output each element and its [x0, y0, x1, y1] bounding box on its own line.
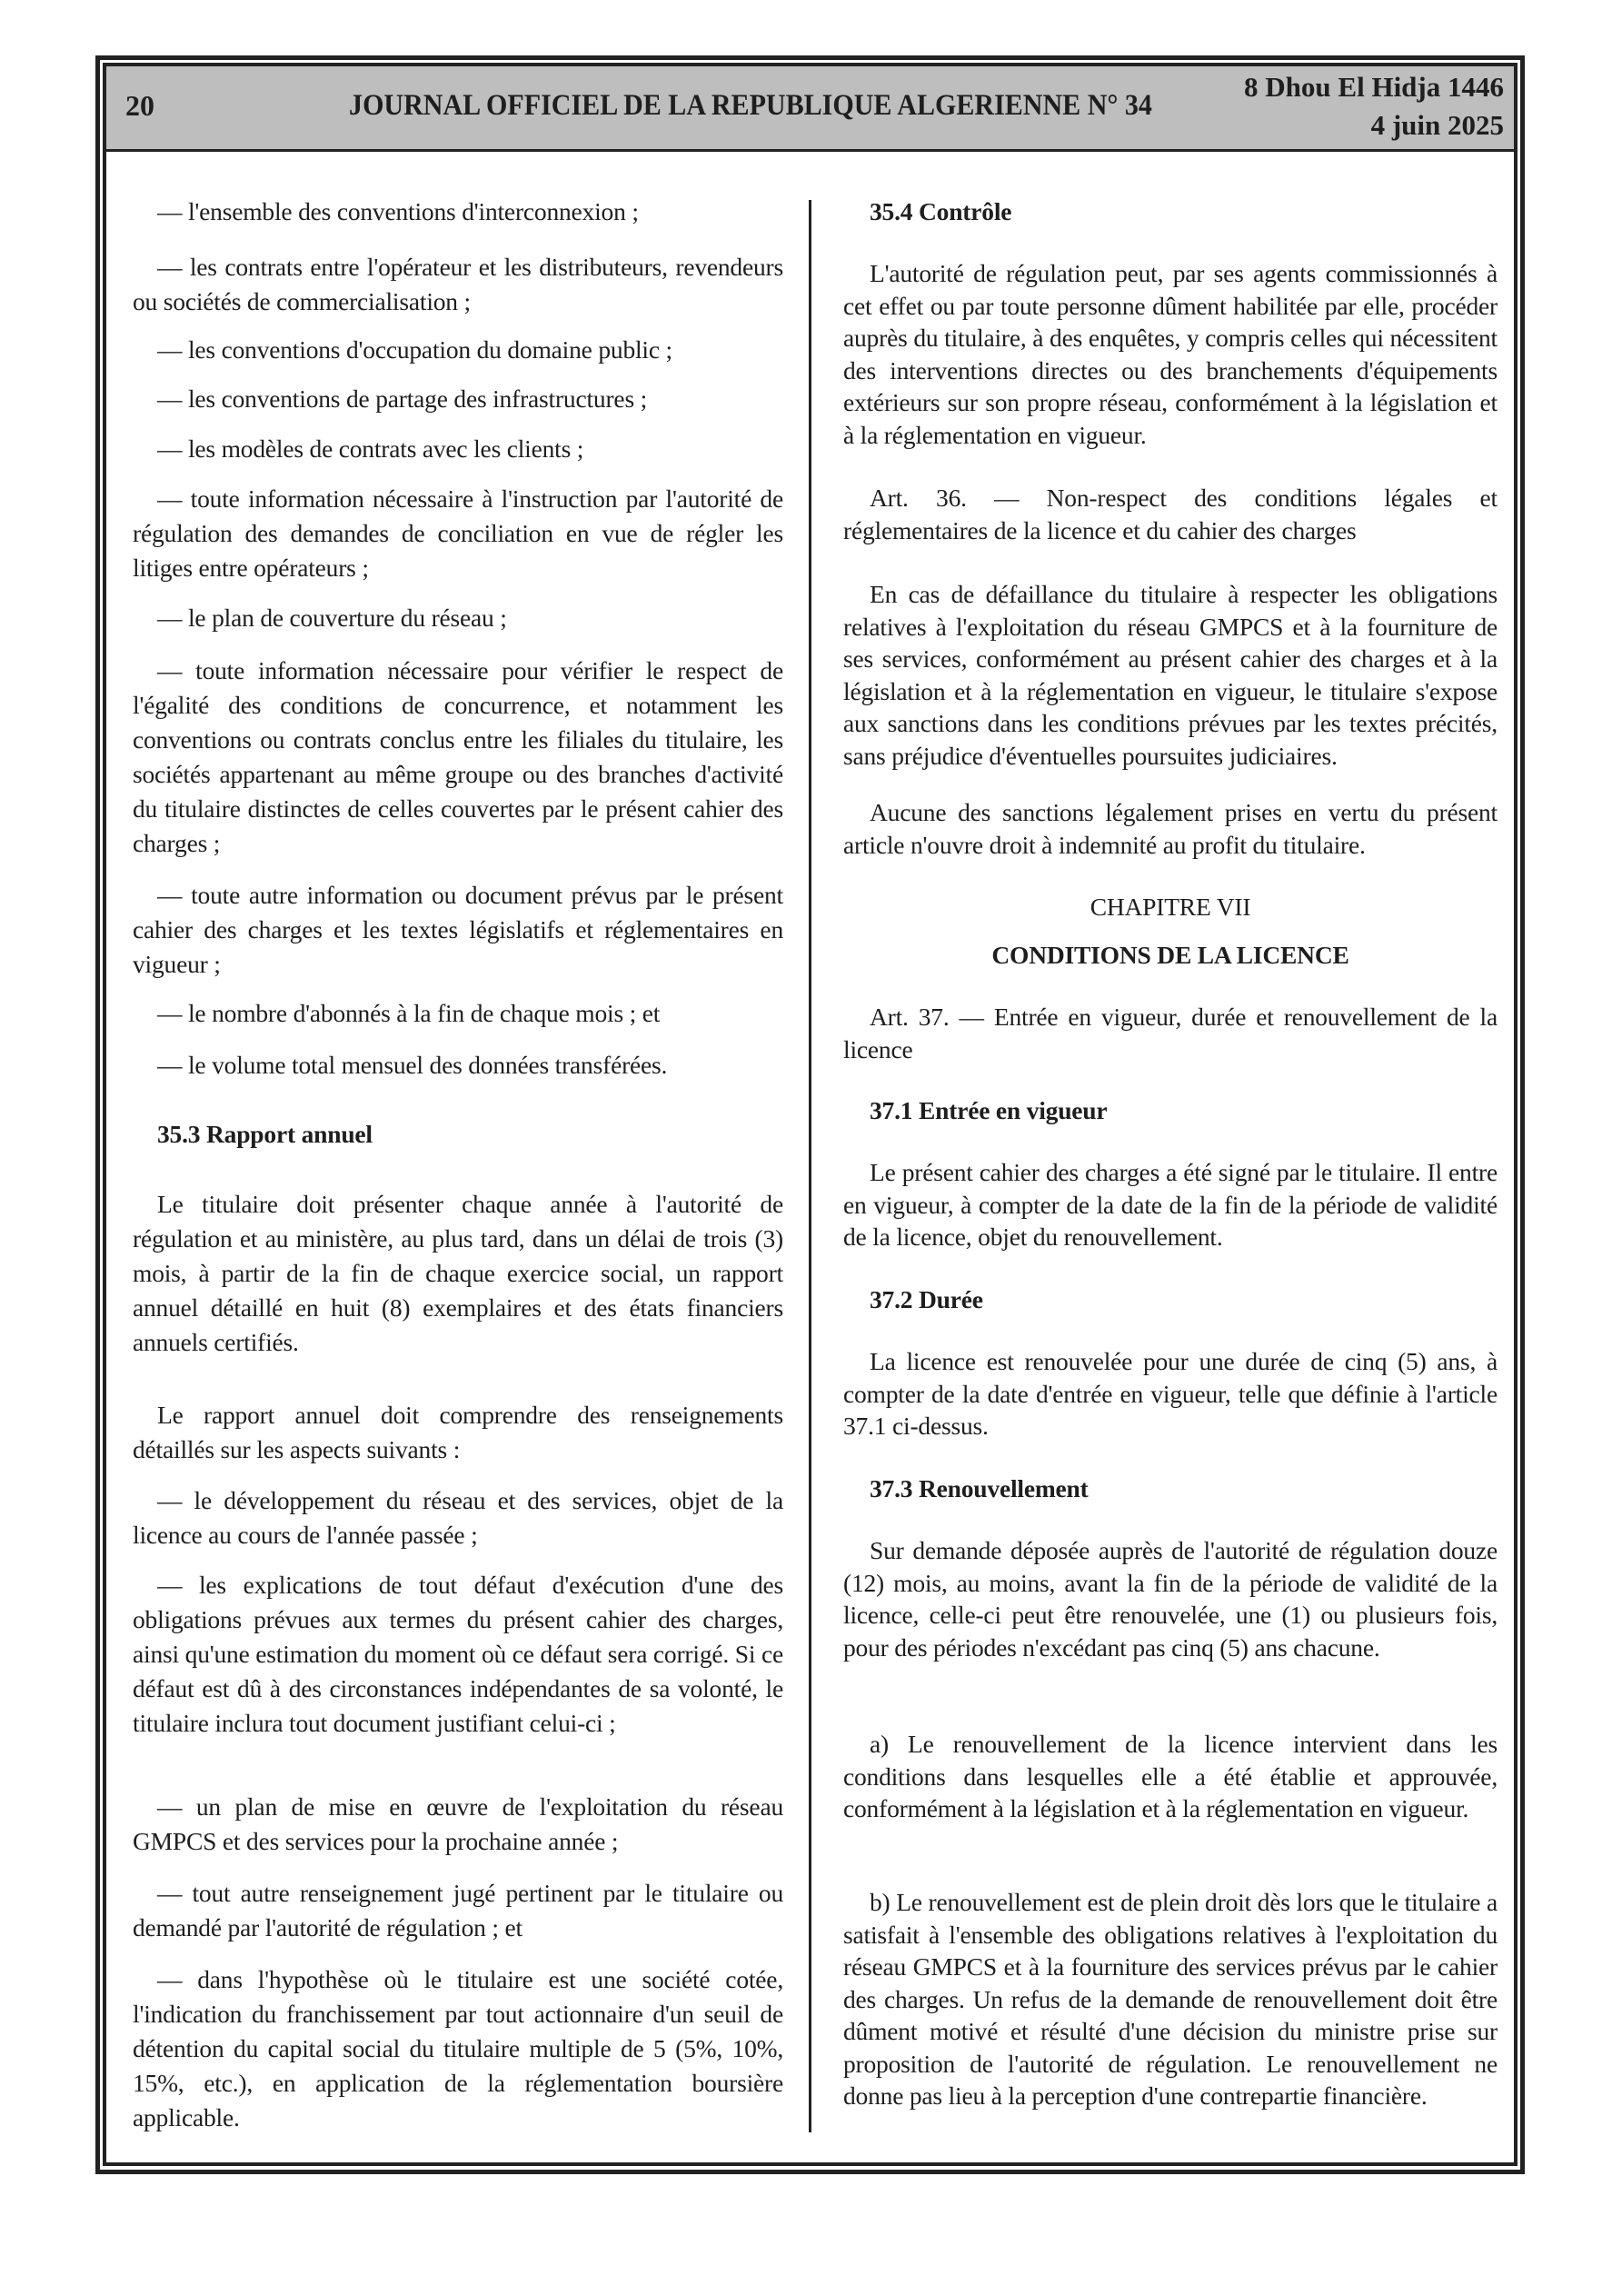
list-item: — les explications de tout défaut d'exécution d'une des obligations prévues aux termes du présent cahier des charges, ainsi qu'une estimation du moment où ce défaut sera corrigé. Si ce défaut est dû à des circonstances indépendantes de sa volonté, le titulaire inclura tout document justifiant celui-ci ;: [133, 1571, 783, 1737]
list-item: — toute information nécessaire à l'instruction par l'autorité de régulation des demandes de conciliation en vue de régler les litiges entre opérateurs ;: [133, 484, 783, 582]
list-item: — dans l'hypothèse où le titulaire est une société cotée, l'indication du franchissement par tout actionnaire d'un seuil de détention du capital social du titulaire multiple de 5 (5%, 10%, 15%, etc.), en application de la réglementation boursière applicable.: [133, 1965, 783, 2131]
paragraph: En cas de défaillance du titulaire à respecter les obligations relatives à l'exploitation du réseau GMPCS et à la fourniture de ses services, conformément au présent cahier des charges et à la législation et à la réglementation en vigueur, le titulaire s'expose aux sanctions dans les conditions prévues par les textes précités, sans préjudice d'éventuelles poursuites judiciaires.: [843, 580, 1498, 770]
list-item: — les conventions de partage des infrastructures ;: [157, 384, 648, 413]
column-divider: [809, 200, 811, 2132]
paragraph: Sur demande déposée auprès de l'autorité de régulation douze (12) mois, au moins, avant la fin de la période de validité de la licence, celle-ci peut être renouvelée, une (1) ou plusieurs fois, pour des périodes n'excédant pas cinq (5) ans chacune.: [843, 1536, 1498, 1662]
paragraph: Aucune des sanctions légalement prises en vertu du présent article n'ouvre droit à indemnité au profit du titulaire.: [843, 798, 1498, 859]
section-heading-37-2: 37.2 Durée: [870, 1285, 983, 1313]
list-item: — le plan de couverture du réseau ;: [157, 604, 507, 632]
paragraph: L'autorité de régulation peut, par ses agents commissionnés à cet effet ou par toute personne dûment habilitée par elle, procéder auprès du titulaire, à des enquêtes, y compris celles qui nécessitent des interventions directes ou des branchements d'équipements extérieurs sur son propre réseau, conformément à la législation et à la réglementation en vigueur.: [843, 259, 1498, 449]
journal-title: JOURNAL OFFICIEL DE LA REPUBLIQUE ALGERIENNE N° 34: [349, 89, 1152, 122]
paragraph: Le titulaire doit présenter chaque année à l'autorité de régulation et au ministère, au plus tard, dans un délai de trois (3) mois, à partir de la fin de chaque exercice social, un rapport annuel détaillé en huit (8) exemplaires et des états financiers annuels certifiés.: [133, 1190, 783, 1356]
list-item: — toute information nécessaire pour vérifier le respect de l'égalité des conditions de concurrence, et notamment les conventions ou contrats conclus entre les filiales du titulaire, les sociétés appartenant au même groupe ou des branches d'activité du titulaire distinctes de celles couvertes par le présent cahier des charges ;: [133, 656, 783, 857]
list-item: — toute autre information ou document prévus par le présent cahier des charges et les textes législatifs et réglementaires en vigueur ;: [133, 881, 783, 978]
paragraph: La licence est renouvelée pour une durée de cinq (5) ans, à compter de la date d'entrée en vigueur, telle que définie à l'article 37.1 ci-dessus.: [843, 1347, 1498, 1440]
article-title-36: Art. 36. — Non-respect des conditions légales et réglementaires de la licence et du cahier des charges: [843, 484, 1498, 544]
list-item: — tout autre renseignement jugé pertinent par le titulaire ou demandé par l'autorité de régulation ; et: [133, 1879, 783, 1942]
paragraph: Le rapport annuel doit comprendre des renseignements détaillés sur les aspects suivants :: [133, 1401, 783, 1463]
article-title-37: Art. 37. — Entrée en vigueur, durée et renouvellement de la licence: [843, 1003, 1498, 1063]
list-item: — le développement du réseau et des services, objet de la licence au cours de l'année passée ;: [133, 1486, 783, 1549]
list-item: — l'ensemble des conventions d'interconnexion ;: [157, 197, 639, 225]
list-item: — un plan de mise en œuvre de l'exploitation du réseau GMPCS et des services pour la prochaine année ;: [133, 1792, 783, 1855]
hijri-date: 8 Dhou El Hidja 1446: [1244, 71, 1504, 103]
list-item: — le volume total mensuel des données transférées.: [157, 1051, 668, 1079]
paragraph: a) Le renouvellement de la licence intervient dans les conditions dans lesquelles elle a été établie et approuvée, conformément à la législation et à la réglementation en vigueur.: [843, 1730, 1498, 1822]
paragraph: b) Le renouvellement est de plein droit dès lors que le titulaire a satisfait à l'ensemble des obligations relatives à l'exploitation du réseau GMPCS et à la fourniture des services prévus par le cahier des charges. Un refus de la demande de renouvellement doit être dûment motivé et résulté d'une décision du ministre prise sur proposition de l'autorité de régulation. Le renouvellement ne donne pas lieu à la perception d'une contrepartie financière.: [843, 1888, 1498, 2110]
section-heading-37-3: 37.3 Renouvellement: [870, 1474, 1089, 1502]
paragraph: Le présent cahier des charges a été signé par le titulaire. Il entre en vigueur, à compter de la date de la fin de la période de validité de la licence, objet du renouvellement.: [843, 1158, 1498, 1251]
section-heading-35-4: 35.4 Contrôle: [870, 197, 1012, 225]
chapter-title: CONDITIONS DE LA LICENCE: [991, 941, 1349, 969]
list-item: — les contrats entre l'opérateur et les distributeurs, revendeurs ou sociétés de commercialisation ;: [133, 253, 783, 315]
section-heading-35-3: 35.3 Rapport annuel: [157, 1120, 373, 1148]
list-item: — le nombre d'abonnés à la fin de chaque mois ; et: [157, 999, 661, 1027]
gregorian-date: 4 juin 2025: [1370, 109, 1504, 141]
list-item: — les modèles de contrats avec les clients ;: [157, 434, 584, 463]
chapter-number: CHAPITRE VII: [1090, 893, 1251, 921]
list-item: — les conventions d'occupation du domaine public ;: [157, 335, 672, 364]
page-number: 20: [125, 89, 154, 122]
section-heading-37-1: 37.1 Entrée en vigueur: [870, 1096, 1108, 1124]
